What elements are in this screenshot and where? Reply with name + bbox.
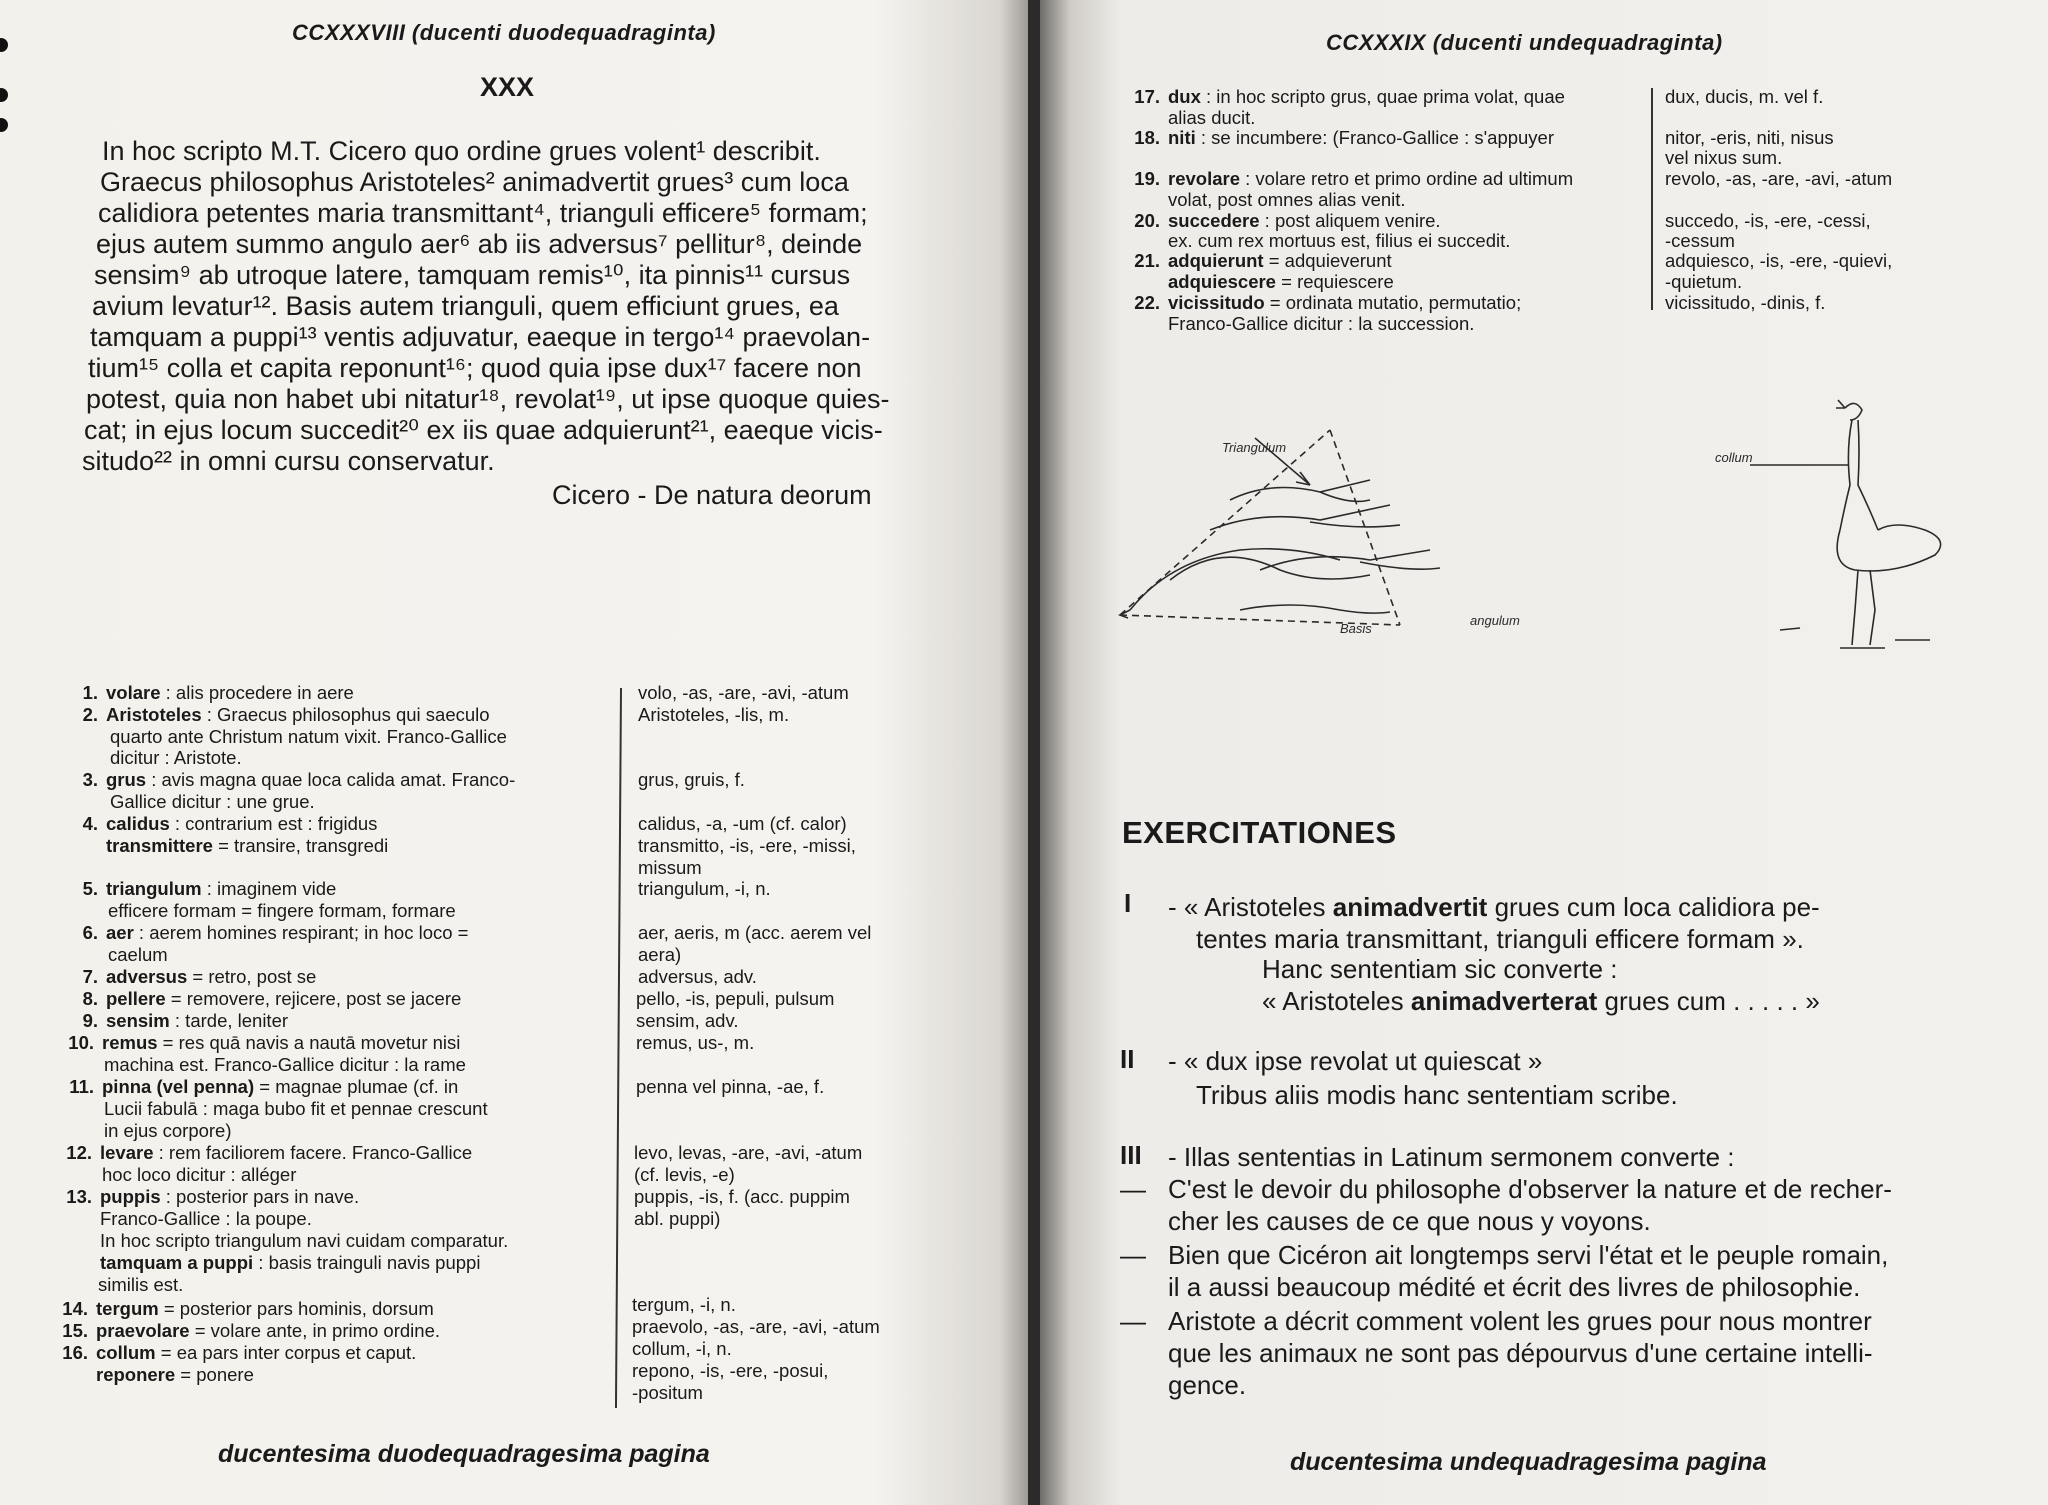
note-continuation: ex. cum rex mortuus est, filius ei succedit. xyxy=(1168,230,1511,251)
dictionary-entry: succedo, -is, -ere, -cessi, xyxy=(1665,210,1871,231)
dictionary-entry: vel nixus sum. xyxy=(1665,147,1783,168)
passage-line: calidiora petentes maria transmittant⁴, trianguli efficere⁵ formam; xyxy=(98,198,868,228)
dictionary-entry: Aristoteles, -lis, m. xyxy=(638,704,790,725)
dictionary-entry: grus, gruis, f. xyxy=(638,769,745,790)
note-entry: 7. adversus = retro, post se xyxy=(82,966,317,987)
exercises-title: EXERCITATIONES xyxy=(1122,815,1397,850)
dash-bullet: — xyxy=(1120,1240,1146,1270)
dictionary-entry: praevolo, -as, -are, -avi, -atum xyxy=(632,1316,880,1337)
chapter-number: XXX xyxy=(480,72,535,102)
column-divider xyxy=(1651,88,1653,310)
exercise-number: II xyxy=(1120,1044,1135,1074)
note-entry: 18. niti : se incumbere: (Franco-Gallice : s'appuyer xyxy=(1134,127,1555,148)
dictionary-entry: puppis, -is, f. (acc. puppim xyxy=(634,1186,850,1207)
dictionary-entry: vicissitudo, -dinis, f. xyxy=(1665,292,1826,313)
note-entry: 9. sensim : tarde, leniter xyxy=(82,1010,289,1031)
exercise-line: cher les causes de ce que nous y voyons. xyxy=(1168,1206,1651,1236)
crane-leg xyxy=(1852,570,1858,645)
note-entry: 3. grus : avis magna quae loca calida amat. Franco- xyxy=(82,769,516,790)
note-entry: 11. pinna (vel penna) = magnae plumae (cf. in xyxy=(69,1076,459,1097)
exercise-line: « Aristoteles animadverterat grues cum . . . . . » xyxy=(1262,986,1820,1016)
crane-body xyxy=(1240,605,1390,613)
passage-line: tamquam a puppi¹³ ventis adjuvatur, eaeque in tergo¹⁴ praevolan- xyxy=(90,322,871,352)
note-continuation: Franco-Gallice dicitur : la succession. xyxy=(1168,313,1475,334)
dictionary-entry: missum xyxy=(638,857,702,878)
passage-line: avium levatur¹². Basis autem trianguli, quem efficiunt grues, ea xyxy=(92,291,839,321)
binding-hole xyxy=(0,38,8,52)
note-continuation: dicitur : Aristote. xyxy=(110,747,242,768)
note-entry: adquiescere = requiescere xyxy=(1168,271,1394,292)
note-entry: 4. calidus : contrarium est : frigidus xyxy=(82,813,378,834)
label-collum: collum xyxy=(1715,450,1753,465)
passage-attribution: Cicero - De natura deorum xyxy=(552,480,872,510)
passage-line: cat; in ejus locum succedit²⁰ ex iis quae adquierunt²¹, eaeque vicis- xyxy=(84,415,883,445)
note-entry: 16. collum = ea pars inter corpus et caput. xyxy=(62,1342,417,1363)
dictionary-entry: pello, -is, pepuli, pulsum xyxy=(636,988,835,1009)
exercise-line: - « Aristoteles animadvertit grues cum loca calidiora pe- xyxy=(1168,892,1820,922)
binding-hole xyxy=(0,88,8,102)
crane-body xyxy=(1837,525,1940,571)
passage-line: ejus autem summo angulo aer⁶ ab iis adversus⁷ pellitur⁸, deinde xyxy=(96,229,863,259)
note-continuation: similis est. xyxy=(98,1274,184,1295)
dictionary-entry: volo, -as, -are, -avi, -atum xyxy=(638,682,849,703)
note-entry: 10. remus = res quā navis a nautā movetur nisi xyxy=(68,1032,461,1053)
exercise-line: que les animaux ne sont pas dépourvus d'une certaine intelli- xyxy=(1168,1338,1873,1368)
note-continuation: caelum xyxy=(108,944,168,965)
note-entry: 12. levare : rem faciliorem facere. Franco-Gallice xyxy=(66,1142,473,1163)
note-entry: 20. succedere : post aliquem venire. xyxy=(1134,210,1441,231)
binding-hole xyxy=(0,118,8,132)
dictionary-entry: revolo, -as, -are, -avi, -atum xyxy=(1665,168,1893,189)
note-entry: 15. praevolare = volare ante, in primo ordine. xyxy=(62,1320,440,1341)
dictionary-entry: levo, levas, -are, -avi, -atum xyxy=(634,1142,863,1163)
exercise-line: gence. xyxy=(1168,1370,1247,1400)
note-continuation: Gallice dicitur : une grue. xyxy=(110,791,315,812)
crane-head xyxy=(1845,403,1862,420)
dictionary-entry: aera) xyxy=(638,944,682,965)
label-triangulum: Triangulum xyxy=(1222,440,1287,455)
crane-illustration xyxy=(1680,390,1980,660)
note-entry: 8. pellere = removere, rejicere, post se jacere xyxy=(82,988,462,1009)
note-entry: 5. triangulum : imaginem vide xyxy=(82,878,337,899)
label-basis: Basis xyxy=(1340,621,1372,636)
note-continuation: Lucii fabulā : maga bubo fit et pennae crescunt xyxy=(104,1098,488,1119)
exercise-number: III xyxy=(1120,1140,1142,1170)
note-continuation: Franco-Gallice : la poupe. xyxy=(100,1208,312,1229)
exercise-number: I xyxy=(1124,888,1132,918)
dictionary-entry: calidus, -a, -um (cf. calor) xyxy=(638,813,847,834)
passage-line: potest, quia non habet ubi nitatur¹⁸, revolat¹⁹, ut ipse quoque quies- xyxy=(86,384,890,414)
crane-neck xyxy=(1840,420,1852,530)
crane-neck xyxy=(1858,420,1878,530)
page-header: CCXXXIX (ducenti undequadraginta) xyxy=(1326,30,1723,55)
passage-line: situdo²² in omni cursu conservatur. xyxy=(82,446,495,476)
page-footer: ducentesima duodequadragesima pagina xyxy=(218,1440,710,1468)
column-divider xyxy=(615,688,622,1408)
note-continuation: efficere formam = fingere formam, formare xyxy=(108,900,456,921)
dictionary-entry: -quietum. xyxy=(1665,271,1743,292)
exercise-line: Tribus aliis modis hanc sententiam scribe. xyxy=(1196,1080,1678,1110)
dictionary-entry: tergum, -i, n. xyxy=(632,1294,736,1315)
dictionary-entry: -positum xyxy=(632,1382,703,1403)
dictionary-entry: aer, aeris, m (acc. aerem vel xyxy=(638,922,872,943)
dictionary-entry: adquiesco, -is, -ere, -quievi, xyxy=(1665,250,1893,271)
dictionary-entry: collum, -i, n. xyxy=(632,1338,732,1359)
note-continuation: in ejus corpore) xyxy=(104,1120,232,1141)
note-entry: 17. dux : in hoc scripto grus, quae prima volat, quae xyxy=(1134,86,1565,107)
note-entry: transmittere = transire, transgredi xyxy=(106,835,389,856)
note-entry: 13. puppis : posterior pars in nave. xyxy=(66,1186,360,1207)
exercise-line: tentes maria transmittant, trianguli efficere formam ». xyxy=(1196,924,1804,954)
crane-wing xyxy=(1210,505,1400,530)
label-angulum: angulum xyxy=(1470,613,1520,628)
dash-bullet: — xyxy=(1120,1306,1146,1336)
ground-tick xyxy=(1780,628,1800,630)
note-continuation: alias ducit. xyxy=(1168,107,1256,128)
dictionary-entry: nitor, -eris, niti, nisus xyxy=(1665,127,1834,148)
exercise-line: - « dux ipse revolat ut quiescat » xyxy=(1168,1046,1543,1076)
exercise-line: Hanc sententiam sic converte : xyxy=(1262,954,1618,984)
dictionary-entry: repono, -is, -ere, -posui, xyxy=(632,1360,829,1381)
exercise-line: Aristote a décrit comment volent les grues pour nous montrer xyxy=(1168,1306,1872,1336)
page-header: CCXXXVIII (ducenti duodequadraginta) xyxy=(292,20,716,45)
note-entry: 21. adquierunt = adquieverunt xyxy=(1134,250,1392,271)
note-entry: reponere = ponere xyxy=(96,1364,254,1385)
dash-bullet: — xyxy=(1120,1174,1146,1204)
crane-formation-illustration xyxy=(1110,400,1610,650)
page-footer: ducentesima undequadragesima pagina xyxy=(1290,1448,1767,1476)
exercise-line: C'est le devoir du philosophe d'observer la nature et de recher- xyxy=(1168,1174,1892,1204)
note-entry: 14. tergum = posterior pars hominis, dorsum xyxy=(62,1298,434,1319)
note-entry: 6. aer : aerem homines respirant; in hoc loco = xyxy=(82,922,469,943)
dictionary-entry: adversus, adv. xyxy=(638,966,757,987)
note-continuation: In hoc scripto triangulum navi cuidam comparatur. xyxy=(100,1230,509,1251)
note-entry: 22. vicissitudo = ordinata mutatio, permutatio; xyxy=(1134,292,1522,313)
dictionary-entry: dux, ducis, m. vel f. xyxy=(1665,86,1824,107)
note-continuation: hoc loco dicitur : alléger xyxy=(102,1164,297,1185)
dictionary-entry: -cessum xyxy=(1665,230,1735,251)
passage-line: tium¹⁵ colla et capita reponunt¹⁶; quod quia ipse dux¹⁷ facere non xyxy=(88,353,862,383)
passage-line: In hoc scripto M.T. Cicero quo ordine grues volent¹ describit. xyxy=(102,136,821,166)
exercise-line: il a aussi beaucoup médité et écrit des livres de philosophie. xyxy=(1168,1272,1861,1302)
dictionary-entry: (cf. levis, -e) xyxy=(634,1164,735,1185)
dictionary-entry: penna vel pinna, -ae, f. xyxy=(636,1076,825,1097)
note-entry: 2. Aristoteles : Graecus philosophus qui saeculo xyxy=(82,704,490,725)
note-entry: 19. revolare : volare retro et primo ordine ad ultimum xyxy=(1134,168,1574,189)
crane-wing xyxy=(1260,550,1440,570)
note-entry: tamquam a puppi : basis trainguli navis puppi xyxy=(100,1252,481,1273)
exercise-line: - Illas sententias in Latinum sermonem converte : xyxy=(1168,1142,1735,1172)
dictionary-entry: abl. puppi) xyxy=(634,1208,721,1229)
crane-leg xyxy=(1870,570,1875,645)
dictionary-entry: transmitto, -is, -ere, -missi, xyxy=(638,835,856,856)
passage-line: sensim⁹ ab utroque latere, tamquam remis¹⁰, ita pinnis¹¹ cursus xyxy=(94,260,851,290)
note-continuation: volat, post omnes alias venit. xyxy=(1168,189,1406,210)
note-entry: 1. volare : alis procedere in aere xyxy=(82,682,354,703)
dictionary-entry: sensim, adv. xyxy=(636,1010,739,1031)
exercise-line: Bien que Cicéron ait longtemps servi l'état et le peuple romain, xyxy=(1168,1240,1889,1270)
passage-line: Graecus philosophus Aristoteles² animadvertit grues³ cum loca xyxy=(100,167,849,197)
dictionary-entry: triangulum, -i, n. xyxy=(638,878,771,899)
dictionary-entry: remus, us-, m. xyxy=(636,1032,755,1053)
crane-crest xyxy=(1836,400,1845,408)
note-continuation: machina est. Franco-Gallice dicitur : la rame xyxy=(104,1054,466,1075)
right-page xyxy=(1040,0,2048,1505)
note-continuation: quarto ante Christum natum vixit. Franco-Gallice xyxy=(110,726,507,747)
